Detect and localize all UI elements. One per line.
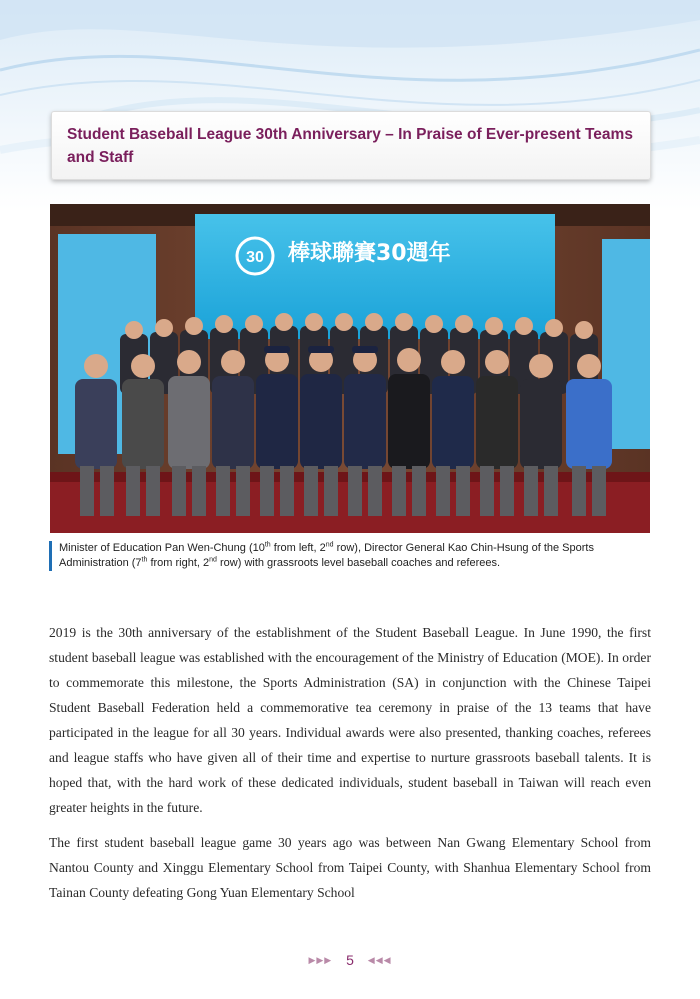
banner-number: 30	[246, 249, 264, 266]
caption-text: row), Director General Kao Chin-Hsung of the Sports Administration (7	[59, 542, 594, 569]
caption-text: from left, 2	[270, 542, 326, 554]
page-number: 5	[346, 952, 354, 968]
banner-text: 棒球聯賽30週年	[288, 241, 451, 266]
caption-superscript: th	[264, 541, 271, 549]
right-arrows-icon: ▶▶▶	[308, 955, 333, 965]
body-paragraph: 2019 is the 30th anniversary of the establishment of the Student Baseball League. In June 1990, the first student baseball league was established with the encouragement of the Ministry of Education (MOE). In order to commemorate this milestone, the Sports Administration (SA) in conjunction with the Chinese Taipei Student Baseball Federation held a commemorative tea ceremony in praise of the 13 teams that have participated in the league for all 30 years. Individual awards were also presented, thanking coaches, referees and league staffs who have given all of their time and expertise to nurture grassroots baseball talents. It is hoped that, with the hard work of these dedicated individuals, student baseball in Taiwan will reach even greater heights in the future.	[49, 625, 651, 815]
article-body	[49, 620, 651, 915]
article-title: Student Baseball League 30th Anniversary – In Praise of Ever-present Teams and Staff	[67, 126, 633, 166]
left-arrows-icon: ◀◀◀	[367, 955, 392, 965]
caption-superscript: nd	[325, 541, 334, 549]
page-footer	[0, 952, 700, 968]
caption-superscript: th	[141, 556, 148, 564]
caption-superscript: nd	[209, 556, 217, 564]
group-photo-illustration	[50, 204, 650, 533]
caption-text: from right, 2	[147, 557, 210, 569]
caption-text: Minister of Education Pan Wen-Chung (10	[59, 542, 265, 554]
photo-caption	[49, 541, 661, 571]
title-box	[51, 111, 651, 180]
caption-text: row) with grassroots level baseball coaches and referees.	[216, 557, 501, 569]
body-paragraph: The first student baseball league game 30 years ago was between Nan Gwang Elementary School from Nantou County and Xinggu Elementary School from Taipei County, with Shanhua Elementary School from Tainan County defeating Gong Yuan Elementary School	[49, 835, 651, 900]
group-photo	[50, 204, 650, 533]
